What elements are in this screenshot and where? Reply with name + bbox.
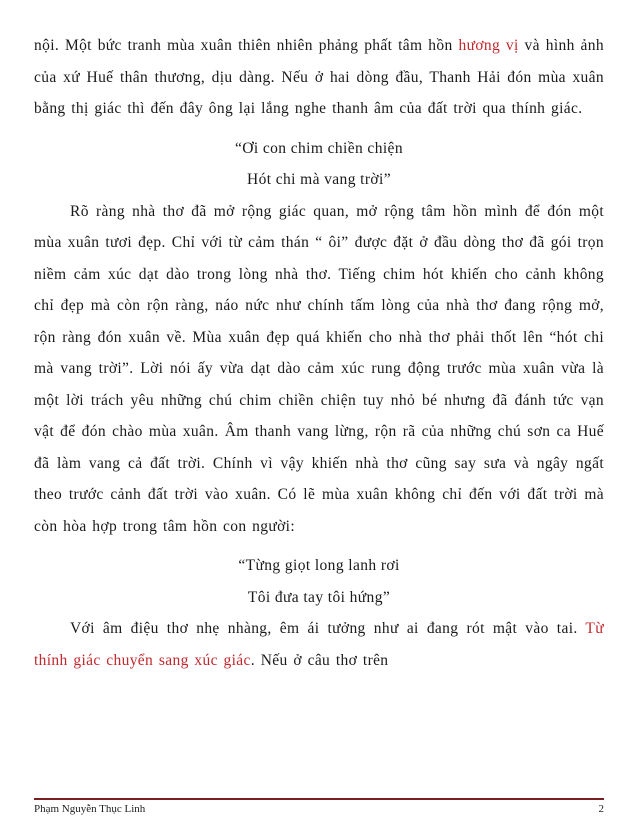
poem-stanza-2 [34,550,604,613]
footer-page-number: 2 [598,803,604,815]
poem-1-line-1: “Ơi con chim chiền chiện [235,139,403,157]
paragraph-1-text-b: và hình ảnh của xứ Huế thân thương, dịu dàng. Nếu ở hai dòng đầu, Thanh Hải đón mùa xuân bằng thị giác thì đến đây ông lại lắng nghe thanh âm của đất trời qua thính giác. [34,37,604,117]
poem-2-line-1: “Từng giọt long lanh rơi [238,557,400,574]
poem-1-line-2: Hót chi mà vang trời” [246,171,391,188]
highlight-huong-vi: hương vị [458,37,519,54]
paragraph-3 [34,613,604,676]
paragraph-1 [34,30,604,125]
footer-author: Phạm Nguyễn Thục Linh [34,803,146,815]
poem-2-line-2: Tôi đưa tay tôi hứng” [247,588,391,606]
paragraph-3-text-a: Với âm điệu thơ nhẹ nhàng, êm ái tưởng như ai đang rót mật vào tai. [70,620,586,637]
highlight-xuc-giac: Từ thính giác chuyển sang xúc giác [34,620,604,669]
paragraph-2: Rõ ràng nhà thơ đã mở rộng giác quan, mở rộng tâm hồn mình để đón một mùa xuân tươi đẹp. Chỉ với từ cảm thán “ ôi” được đặt ở đầu dòng thơ đã gói trọn niềm cảm xúc dạt dào trong lòng nhà thơ. Tiếng chim hót khiến cho cảnh không chỉ đẹp mà còn rộn ràng, náo nức như chính tấm lòng của nhà thơ đang rộng mở, rộn ràng đón xuân về. Mùa xuân đẹp quá khiến cho nhà thơ phải thốt lên “hót chi mà vang trời”. Lời nói ấy vừa dạt dào cảm xúc rung động trước mùa xuân vừa là một lời trách yêu những chú chim chiền chiện tuy nhỏ bé nhưng đã đánh tức vạn vật để đón chào mùa xuân. Âm thanh vang lừng, rộn rã của những chú sơn ca Huế đã làm vang cả đất trời. Chính vì vậy khiến nhà thơ cũng say sưa và ngây ngất theo trước cảnh đất trời vào xuân. Có lẽ mùa xuân không chỉ đến với đất trời mà còn hòa hợp trong tâm hồn con người: [34,202,604,535]
poem-stanza-1 [34,133,604,196]
paragraph-1-text-a: nội. Một bức tranh mùa xuân thiên nhiên phảng phất tâm hồn [34,37,459,54]
document-body [34,30,604,676]
paragraph-3-text-b: . Nếu ở câu thơ trên [250,651,389,669]
page-footer [34,798,604,815]
